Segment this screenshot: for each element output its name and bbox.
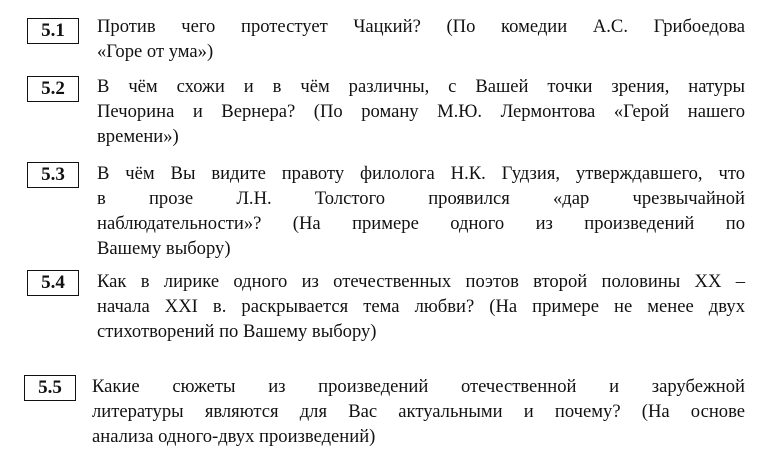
question-line: в прозе Л.Н. Толстого проявился «дар чрезвычайной [97, 188, 745, 209]
question-line: Печорина и Вернера? (По роману М.Ю. Лермонтова «Герой нашего [97, 101, 745, 122]
question-number-box: 5.4 [27, 270, 79, 296]
question-text [97, 161, 745, 261]
question-number-box: 5.5 [24, 375, 76, 401]
question-line: В чём схожи и в чём различны, с Вашей точки зрения, натуры [97, 76, 745, 97]
question-line: В чём Вы видите правоту филолога Н.К. Гудзия, утверждавшего, что [97, 163, 745, 184]
question-line: анализа одного-двух произведений) [92, 426, 376, 447]
question-line: Против чего протестует Чацкий? (По комедии А.С. Грибоедова [97, 16, 745, 37]
question-text [97, 269, 745, 344]
question-line: «Горе от ума») [97, 41, 214, 62]
question-number-box: 5.1 [27, 18, 79, 44]
question-text [97, 74, 745, 149]
question-text [92, 374, 745, 449]
question-line: Какие сюжеты из произведений отечественной и зарубежной [92, 376, 745, 397]
question-text [97, 14, 745, 64]
question-line: Вашему выбору) [97, 238, 231, 259]
question-line: времени») [97, 126, 179, 147]
question-line: начала XXI в. раскрывается тема любви? (На примере не менее двух [97, 296, 745, 317]
question-line: Как в лирике одного из отечественных поэтов второй половины XX – [97, 271, 745, 292]
question-line: наблюдательности»? (На примере одного из произведений по [97, 213, 745, 234]
question-line: стихотворений по Вашему выбору) [97, 321, 377, 342]
question-number-box: 5.3 [27, 162, 79, 188]
question-line: литературы являются для Вас актуальными и почему? (На основе [92, 401, 745, 422]
question-number-box: 5.2 [27, 76, 79, 102]
